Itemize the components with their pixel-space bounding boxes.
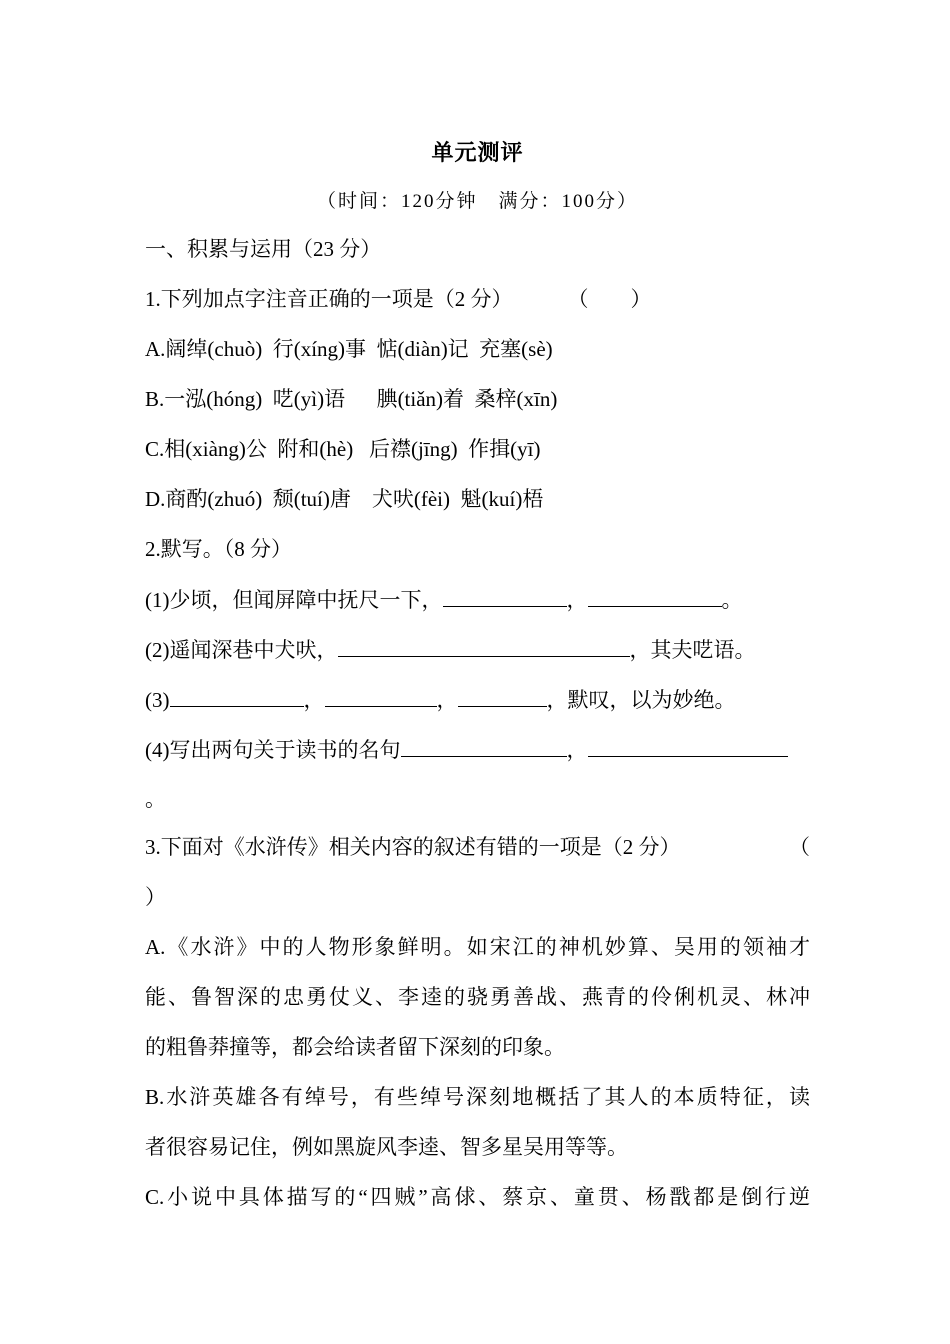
answer-blank[interactable]: [588, 734, 788, 757]
question-2-item-4-end: 。: [145, 787, 166, 811]
question-2-stem: 2.默写。（8 分）: [145, 537, 292, 561]
page-subtitle: （时间：120分钟 满分：100分）: [316, 191, 638, 212]
question-2-item-3: (3) ， ， ，默叹，以为妙绝。: [145, 684, 810, 715]
page-title: 单元测评: [431, 140, 524, 165]
question-1-option-d: D.商酌(zhuó) 颓(tuí)唐 犬吠(fèi) 魁(kuí)梧: [145, 487, 544, 511]
question-3-option-a-line-2: 能、鲁智深的忠勇仗义、李逵的骁勇善战、燕青的伶俐机灵、林冲: [145, 985, 810, 1009]
question-3-stem: 3.下面对《水浒传》相关内容的叙述有错的一项是（2 分） （: [145, 832, 810, 862]
answer-bracket-close: ）: [145, 885, 166, 909]
question-1-option-b: B.一泓(hóng) 呓(yì)语 腆(tiǎn)着 桑梓(xīn): [145, 387, 558, 411]
question-1-option-c: C.相(xiàng)公 附和(hè) 后襟(jīng) 作揖(yī): [145, 437, 541, 461]
question-3-option-b-line-2: 者很容易记住，例如黑旋风李逵、智多星吴用等等。: [145, 1135, 628, 1159]
answer-blank[interactable]: [338, 634, 630, 657]
question-1-stem: [145, 284, 810, 314]
question-1-option-a: A.阔绰(chuò) 行(xíng)事 惦(diàn)记 充塞(sè): [145, 337, 553, 361]
answer-blank[interactable]: [170, 684, 304, 707]
answer-blank[interactable]: [325, 684, 437, 707]
question-2-item-2: (2)遥闻深巷中犬吠， ，其夫呓语。: [145, 634, 810, 665]
question-3-option-a-line-1: A.《水浒》中的人物形象鲜明。如宋江的神机妙算、吴用的领袖才: [145, 935, 810, 959]
answer-blank[interactable]: [458, 684, 547, 707]
question-2-item-4: (4)写出两句关于读书的名句 ，: [145, 734, 810, 765]
question-3-option-c-line-1: C.小说中具体描写的“四贼”高俅、蔡京、童贯、杨戬都是倒行逆: [145, 1185, 810, 1209]
section-heading: 一、积累与运用（23 分）: [145, 237, 382, 261]
question-3-option-a-line-3: 的粗鲁莽撞等，都会给读者留下深刻的印象。: [145, 1035, 565, 1059]
question-2-item-1: (1)少顷，但闻屏障中抚尺一下， ， 。: [145, 584, 810, 615]
answer-blank[interactable]: [588, 584, 722, 607]
answer-bracket-open: （: [789, 835, 810, 859]
answer-blank[interactable]: [443, 584, 567, 607]
question-1-text: 1.下列加点字注音正确的一项是（2 分）: [145, 287, 513, 311]
answer-blank[interactable]: [401, 734, 567, 757]
answer-bracket: （ ）: [567, 287, 652, 311]
question-3-option-b-line-1: B.水浒英雄各有绰号，有些绰号深刻地概括了其人的本质特征，读: [145, 1085, 810, 1109]
